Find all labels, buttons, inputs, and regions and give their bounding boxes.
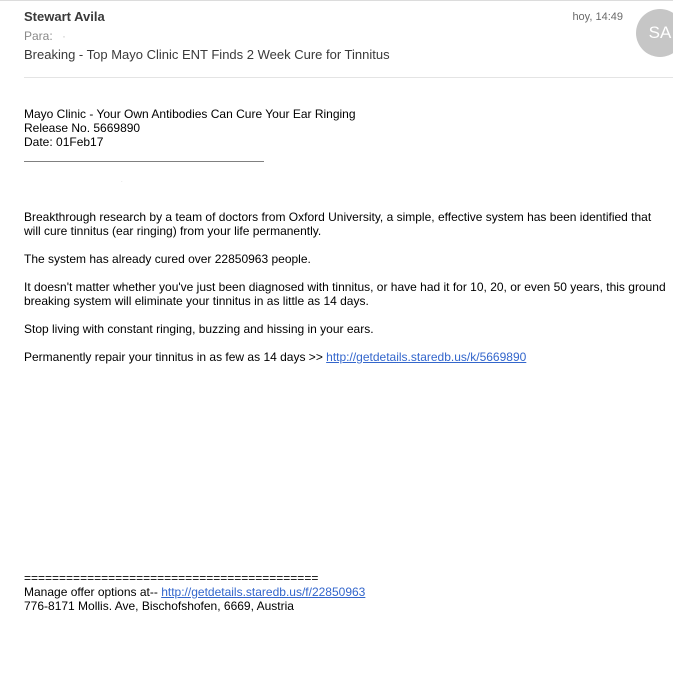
sender-name[interactable]: Stewart Avila bbox=[24, 9, 105, 24]
stray-dot: . bbox=[121, 178, 123, 184]
paragraph-repair bbox=[24, 350, 669, 364]
sender-avatar[interactable]: SA bbox=[636, 9, 673, 57]
footer-separator: ========================================== bbox=[24, 571, 319, 585]
paragraph-diagnosis: It doesn't matter whether you've just been diagnosed with tinnitus, or have had it for 10, 20, or even 50 years, this ground breaking system will eliminate your tinnitus in as little as 14 days. bbox=[24, 280, 666, 308]
spacer bbox=[24, 238, 669, 252]
to-recipient[interactable]: · bbox=[62, 29, 67, 43]
spacer bbox=[24, 308, 669, 322]
release-date: Date: 01Feb17 bbox=[24, 135, 104, 149]
message-title: Mayo Clinic - Your Own Antibodies Can Cure Your Ear Ringing bbox=[24, 107, 356, 121]
manage-options-link[interactable]: http://getdetails.staredb.us/f/22850963 bbox=[161, 585, 366, 599]
spacer bbox=[24, 266, 669, 280]
received-time: hoy, 14:49 bbox=[572, 11, 623, 23]
manage-text: Manage offer options at-- bbox=[24, 585, 162, 599]
paragraph-stop-ringing: Stop living with constant ringing, buzzing and hissing in your ears. bbox=[24, 322, 374, 336]
spacer bbox=[24, 336, 669, 350]
paragraph-cured-count: The system has already cured over 22850963 people. bbox=[24, 252, 311, 266]
repair-text: Permanently repair your tinnitus in as few as 14 days >> bbox=[24, 350, 327, 364]
postal-address: 776-8171 Mollis. Ave, Bischofshofen, 6669, Austria bbox=[24, 599, 294, 613]
message-header bbox=[0, 0, 673, 80]
release-number: Release No. 5669890 bbox=[24, 121, 141, 135]
message-body bbox=[24, 107, 669, 364]
horizontal-rule bbox=[24, 161, 264, 162]
paragraph-research: Breakthrough research by a team of doctors from Oxford University, a simple, effective system has been identified that will cure tinnitus (ear ringing) from your life permanently. bbox=[24, 210, 652, 238]
spacer bbox=[24, 178, 669, 210]
recipient-row bbox=[24, 29, 102, 43]
message-footer bbox=[24, 571, 365, 613]
repair-link[interactable]: http://getdetails.staredb.us/k/5669890 bbox=[326, 350, 527, 364]
subject-line: Breaking - Top Mayo Clinic ENT Finds 2 Week Cure for Tinnitus bbox=[24, 47, 390, 62]
header-divider bbox=[24, 77, 673, 78]
to-label: Para: bbox=[24, 29, 53, 43]
manage-options-line bbox=[24, 585, 365, 599]
